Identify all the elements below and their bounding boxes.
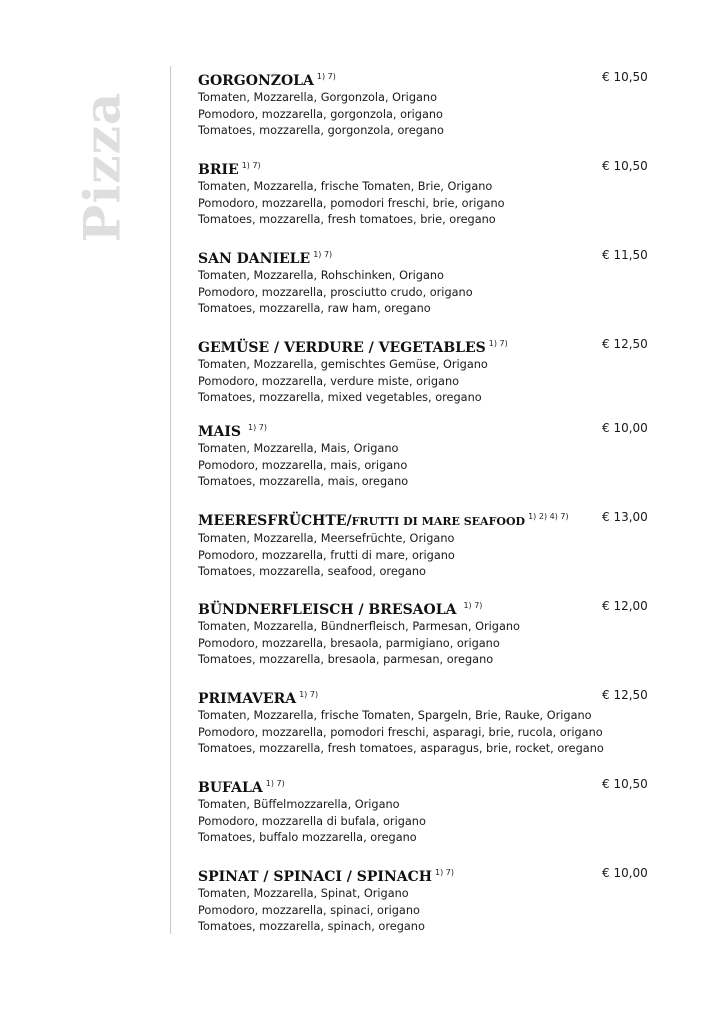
description-en: Tomatoes, mozzarella, fresh tomatoes, asparagus, brie, rocket, oregano [198,742,604,755]
description-en: Tomatoes, mozzarella, fresh tomatoes, brie, oregano [198,213,496,226]
description-de: Tomaten, Mozzarella, Gorgonzola, Origano [198,91,437,104]
allergen-note: 1) 7) [316,72,336,81]
description-en: Tomatoes, mozzarella, mixed vegetables, oregano [198,391,482,404]
item-price: € 10,50 [602,777,648,791]
menu-item-seafood [198,508,648,581]
description-it: Pomodoro, mozzarella, pomodori freschi, asparagi, brie, rucola, origano [198,725,603,739]
item-name: BÜNDNERFLEISCH / BRESAOLA $^{1) 7)}$ [198,601,483,618]
description-en: Tomatoes, buffalo mozzarella, oregano [198,831,417,844]
allergen-note: 1) 7) [299,690,319,699]
description-de: Tomaten, Mozzarella, frische Tomaten, Spargeln, Brie, Rauke, Origano [198,709,592,722]
description-de: Tomaten, Büffelmozzarella, Origano [198,798,400,811]
description-de: Tomaten, Mozzarella, Meersefrüchte, Origano [198,532,455,545]
menu-item-bufala [198,775,648,847]
description-en: Tomatoes, mozzarella, gorgonzola, oregano [198,124,444,137]
item-name: SAN DANIELE $^{1) 7)}$ [198,250,333,267]
description-en: Tomatoes, mozzarella, bresaola, parmesan, oregano [198,653,494,666]
description-de: Tomaten, Mozzarella, Rohschinken, Origano [198,269,444,282]
item-price: € 10,00 [602,421,648,435]
allergen-note: 1) 7) [313,250,333,259]
item-price: € 12,00 [602,599,648,613]
item-price: € 10,50 [602,159,648,173]
description-en: Tomatoes, mozzarella, seafood, oregano [198,565,426,578]
menu-item-san-daniele [198,246,648,318]
item-name: MAIS $^{1) 7)}$ [198,423,267,440]
item-price: € 10,50 [602,70,648,84]
item-name-secondary: FRUTTI DI MARE SEAFOOD [351,515,526,528]
allergen-note: 1) 7) [265,779,285,788]
allergen-note: 1) 7) [488,339,508,348]
description-it: Pomodoro, mozzarella, prosciutto crudo, origano [198,285,473,299]
item-name: SPINAT / SPINACI / SPINACH $^{1) 7)}$ [198,868,454,885]
description-it: Pomodoro, mozzarella, bresaola, parmigiano, origano [198,636,500,650]
menu-item-bresaola [198,597,648,669]
description-de: Tomaten, Mozzarella, frische Tomaten, Brie, Origano [198,180,493,193]
menu-item-brie [198,157,648,229]
allergen-note: 1) 7) [434,868,454,877]
allergen-note: 1) 7) [241,161,261,170]
menu-item-gorgonzola [198,68,648,140]
item-price: € 12,50 [602,337,648,351]
description-en: Tomatoes, mozzarella, spinach, oregano [198,920,425,933]
description-it: Pomodoro, mozzarella, spinaci, origano [198,903,420,917]
item-name: BRIE $^{1) 7)}$ [198,161,261,178]
allergen-note: 1) 7) [463,601,483,610]
description-it: Pomodoro, mozzarella, gorgonzola, origano [198,107,443,121]
item-name: GORGONZOLA $^{1) 7)}$ [198,72,336,89]
description-de: Tomaten, Mozzarella, Mais, Origano [198,442,399,455]
menu-item-primavera [198,686,648,758]
description-it: Pomodoro, mozzarella, pomodori freschi, brie, origano [198,196,505,210]
allergen-note: 1) 2) 4) 7) [528,512,569,521]
item-price: € 10,00 [602,866,648,880]
description-de: Tomaten, Mozzarella, Bündnerfleisch, Parmesan, Origano [198,620,520,633]
vertical-divider [170,66,171,934]
description-it: Pomodoro, mozzarella, verdure miste, origano [198,374,460,388]
menu-item-vegetables [198,335,648,407]
item-name: GEMÜSE / VERDURE / VEGETABLES $^{1) 7)}$ [198,339,508,356]
item-name: PRIMAVERA $^{1) 7)}$ [198,690,319,707]
description-en: Tomatoes, mozzarella, raw ham, oregano [198,302,431,315]
description-it: Pomodoro, mozzarella di bufala, origano [198,814,426,828]
item-price: € 12,50 [602,688,648,702]
description-de: Tomaten, Mozzarella, Spinat, Origano [198,887,409,900]
description-de: Tomaten, Mozzarella, gemischtes Gemüse, Origano [198,358,488,371]
allergen-note: 1) 7) [248,423,267,432]
menu-item-mais [198,419,648,491]
description-it: Pomodoro, mozzarella, frutti di mare, origano [198,548,455,562]
item-name: BUFALA $^{1) 7)}$ [198,779,285,796]
section-title [72,91,132,243]
menu-item-spinach [198,864,648,936]
item-name: MEERESFRÜCHTE/FRUTTI DI MARE SEAFOOD $^{1) 2) 4) 7)}$ [198,512,569,529]
item-price: € 11,50 [602,248,648,262]
item-price: € 13,00 [602,510,648,524]
description-en: Tomatoes, mozzarella, mais, oregano [198,475,409,488]
description-it: Pomodoro, mozzarella, mais, origano [198,458,408,472]
section-title-text: Pizza [72,91,132,243]
